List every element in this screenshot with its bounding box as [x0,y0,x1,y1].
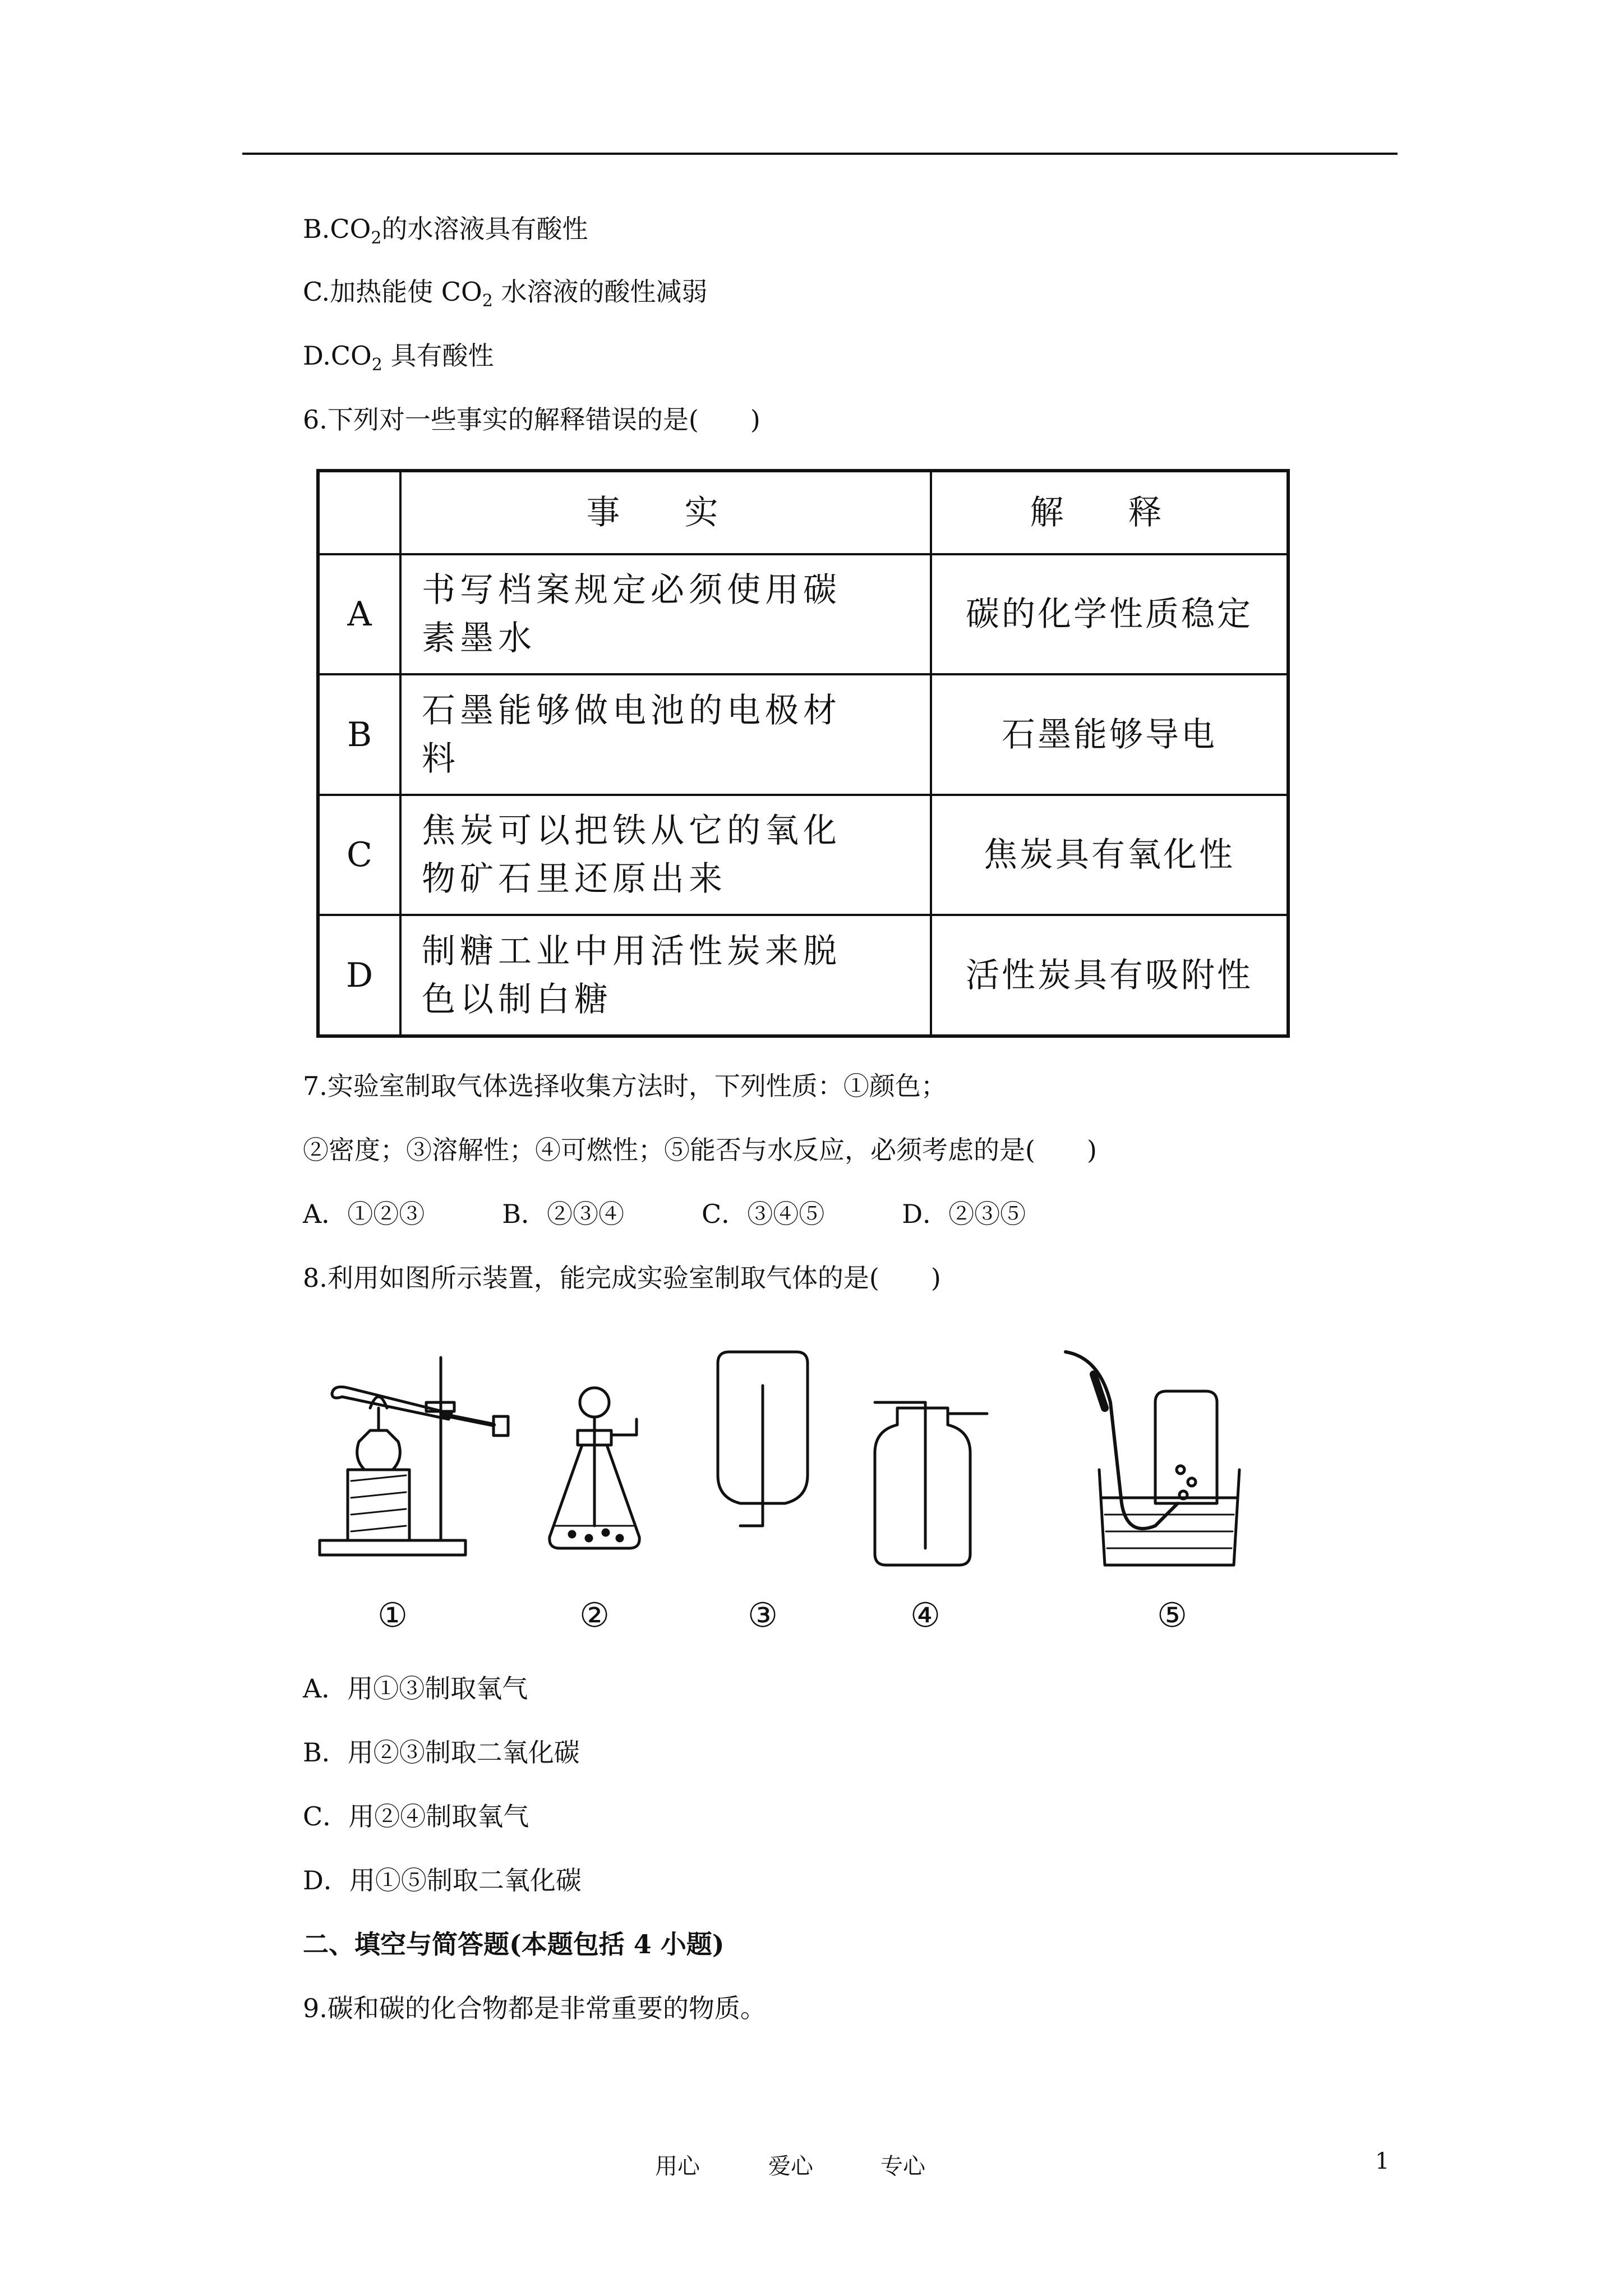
q5-option-d: $D.CO_2$ 具有酸性 [303,341,494,375]
q7-options: A．①②③ B．②③④ C．③④⑤ D．②③⑤ [303,1199,1026,1229]
row-fact: 石墨能够做电池的电极材 料 [400,674,931,794]
figure-label: ⑤ [1157,1596,1187,1635]
q8-option-b: B．用②③制取二氧化碳 [303,1737,580,1768]
table-header-row [318,471,1288,554]
footer-motto: 用心 [655,2154,700,2179]
apparatus-3-bottle [718,1352,808,1526]
header-empty [318,471,400,554]
figure-label: ② [579,1596,610,1635]
row-explain: 石墨能够导电 [931,674,1288,794]
row-explain: 活性炭具有吸附性 [931,915,1288,1036]
apparatus-2-flask [550,1388,639,1548]
table-row [318,674,1288,794]
figure-label: ④ [910,1596,940,1635]
apparatus-5-trough [1066,1352,1239,1565]
header-rule [242,153,1398,155]
header-fact: 事 实 [400,471,931,554]
q9-stem: 9.碳和碳的化合物都是非常重要的物质。 [303,1993,766,2023]
q7-line-1: 7.实验室制取气体选择收集方法时，下列性质：①颜色； [303,1071,947,1101]
row-fact: 书写档案规定必须使用碳 素墨水 [400,554,931,674]
apparatus-4-gas-bottle [875,1402,987,1565]
table-row [318,554,1288,674]
row-explain: 焦炭具有氧化性 [931,795,1288,915]
row-key: C [318,795,400,915]
q5-option-b: $B.CO_2$的水溶液具有酸性 [303,214,588,249]
facts-table [316,469,1290,1038]
q6-stem: 6.下列对一些事实的解释错误的是( ) [303,404,760,435]
apparatus-1-heating [320,1358,508,1555]
q8-stem: 8.利用如图所示装置，能完成实验室制取气体的是( ) [303,1263,941,1293]
table-row [318,915,1288,1036]
row-key: D [318,915,400,1036]
apparatus-figure [314,1335,1267,1649]
q8-option-a: A．用①③制取氧气 [303,1673,528,1704]
row-explain: 碳的化学性质稳定 [931,554,1288,674]
footer-motto: 专心 [880,2154,925,2179]
row-key: B [318,674,400,794]
q7-line-2: ②密度；③溶解性；④可燃性；⑤能否与水反应，必须考虑的是( ) [303,1135,1097,1165]
figure-label: ③ [748,1596,778,1635]
figure-label: ① [377,1596,408,1635]
footer-motto: 爱心 [768,2154,813,2179]
table-row [318,795,1288,915]
row-fact: 制糖工业中用活性炭来脱 色以制白糖 [400,915,931,1036]
section-2-heading: 二、填空与简答题(本题包括 4 小题) [303,1929,725,1959]
q5-option-c: C.加热能使 $CO_2$ 水溶液的酸性减弱 [303,277,708,311]
row-fact: 焦炭可以把铁从它的氧化 物矿石里还原出来 [400,795,931,915]
header-explain: 解 释 [931,471,1288,554]
page-number: 1 [1375,2148,1390,2174]
q8-option-c: C．用②④制取氧气 [303,1801,529,1832]
q8-option-d: D．用①⑤制取二氧化碳 [303,1865,582,1895]
row-key: A [318,554,400,674]
